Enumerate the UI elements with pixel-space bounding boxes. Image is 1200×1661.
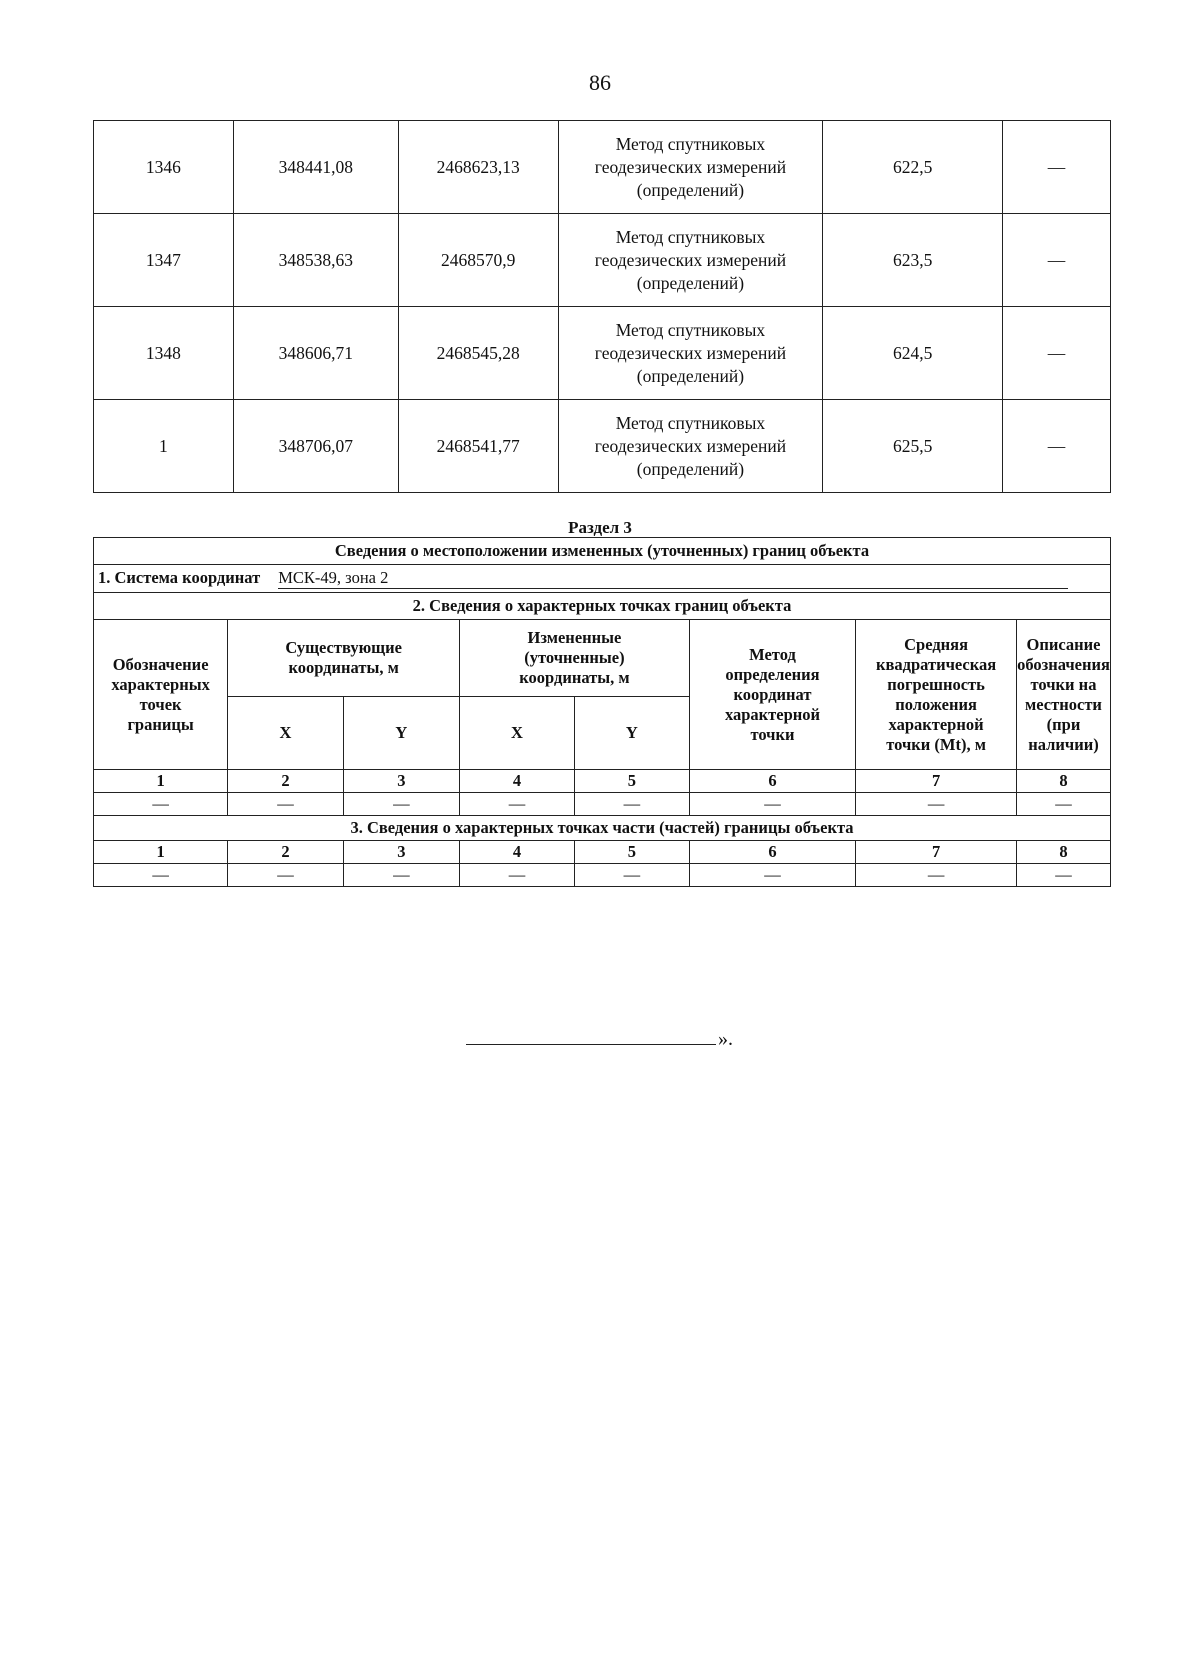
col-changed-y: Y [574, 697, 689, 770]
empty-cell: — [228, 793, 343, 816]
column-number: 3 [343, 841, 459, 864]
text-line: геодезических измерений [594, 156, 787, 177]
col-existing-x: X [228, 697, 343, 770]
coord-system-row [94, 565, 1111, 593]
accuracy: 625,5 [823, 400, 1003, 493]
column-number: 2 [228, 841, 343, 864]
text-line: геодезических измерений [594, 249, 787, 270]
column-number: 8 [1017, 770, 1111, 793]
text-line: определения [725, 664, 820, 684]
empty-cell: — [689, 864, 855, 887]
text-line: Обозначение [112, 654, 209, 674]
text-line: обозначения [1017, 654, 1110, 674]
text-line: точки [750, 724, 795, 744]
section3-table [93, 537, 1111, 887]
col-point-designation [94, 620, 228, 770]
col-existing-y: Y [343, 697, 459, 770]
text-line: точек [139, 694, 182, 714]
coordinate-row [94, 214, 1111, 307]
text-line: погрешность [887, 674, 985, 694]
col-existing-coords [228, 620, 460, 697]
column-numbers-row [94, 770, 1111, 793]
column-number: 4 [460, 770, 575, 793]
column-number: 2 [228, 770, 343, 793]
empty-cell: — [574, 864, 689, 887]
empty-cell: — [1017, 793, 1111, 816]
column-number: 1 [94, 770, 228, 793]
column-number: 6 [689, 770, 855, 793]
subsection3-title: 3. Сведения о характерных точках части (частей) границы объекта [94, 816, 1111, 841]
text-line: Описание [1026, 634, 1101, 654]
text-line: (при [1046, 714, 1081, 734]
text-line: характерной [724, 704, 821, 724]
text-line: геодезических измерений [594, 342, 787, 363]
y-coordinate: 2468570,9 [398, 214, 558, 307]
text-line: (определений) [636, 458, 745, 479]
text-line: Средняя [904, 634, 969, 654]
accuracy: 624,5 [823, 307, 1003, 400]
coordinate-row [94, 307, 1111, 400]
empty-cell: — [856, 793, 1017, 816]
empty-cell: — [343, 793, 459, 816]
column-number: 5 [574, 841, 689, 864]
closing-mark [466, 1028, 733, 1051]
point-number: 1348 [94, 307, 234, 400]
empty-cell: — [856, 864, 1017, 887]
description: — [1003, 307, 1111, 400]
col-changed-x: X [460, 697, 575, 770]
point-number: 1346 [94, 121, 234, 214]
text-line: Измененные [527, 628, 622, 647]
method [558, 214, 823, 307]
method [558, 121, 823, 214]
section-title: Раздел 3 [568, 518, 632, 537]
text-line: (определений) [636, 365, 745, 386]
column-number: 6 [689, 841, 855, 864]
text-line: характерной [888, 714, 984, 734]
column-number: 5 [574, 770, 689, 793]
section-header: Сведения о местоположении измененных (уточненных) границ объекта [94, 538, 1111, 565]
empty-cell: — [228, 864, 343, 887]
coordinate-row [94, 400, 1111, 493]
column-number: 3 [343, 770, 459, 793]
description: — [1003, 400, 1111, 493]
column-number: 7 [856, 770, 1017, 793]
text-line: (определений) [636, 272, 745, 293]
coord-system-value: МСК-49, зона 2 [278, 568, 1068, 589]
empty-cell: — [460, 864, 575, 887]
empty-cell: — [94, 793, 228, 816]
coord-system-label: 1. Система координат [98, 568, 261, 587]
text-line: местности [1025, 694, 1102, 714]
empty-cell: — [689, 793, 855, 816]
text-line: (уточненные) [524, 648, 625, 667]
column-numbers-row [94, 841, 1111, 864]
accuracy: 623,5 [823, 214, 1003, 307]
text-line: квадратическая [875, 654, 997, 674]
x-coordinate: 348706,07 [233, 400, 398, 493]
text-line: Существующие [285, 638, 402, 657]
empty-cell: — [460, 793, 575, 816]
y-coordinate: 2468623,13 [398, 121, 558, 214]
text-line: координаты, м [519, 668, 630, 687]
empty-cell: — [343, 864, 459, 887]
top-coordinates-table [93, 120, 1111, 493]
column-number: 8 [1017, 841, 1111, 864]
text-line: Метод спутниковых [615, 133, 766, 154]
column-number: 7 [856, 841, 1017, 864]
x-coordinate: 348538,63 [233, 214, 398, 307]
point-number: 1 [94, 400, 234, 493]
column-number: 1 [94, 841, 228, 864]
accuracy: 622,5 [823, 121, 1003, 214]
point-number: 1347 [94, 214, 234, 307]
empty-row [94, 864, 1111, 887]
text-line: (определений) [636, 179, 745, 200]
description: — [1003, 121, 1111, 214]
empty-cell: — [1017, 864, 1111, 887]
page-number: 86 [589, 70, 611, 95]
text-line: координат [733, 684, 812, 704]
empty-cell: — [94, 864, 228, 887]
text-line: геодезических измерений [594, 435, 787, 456]
text-line: координаты, м [288, 658, 399, 677]
col-description [1017, 620, 1111, 770]
text-line: характерных [111, 674, 210, 694]
empty-cell: — [574, 793, 689, 816]
text-line: наличии) [1028, 734, 1099, 754]
col-accuracy [856, 620, 1017, 770]
text-line: границы [127, 714, 194, 734]
text-line: точки (Mt), м [886, 734, 986, 754]
text-line: точки на [1030, 674, 1097, 694]
col-changed-coords [460, 620, 690, 697]
y-coordinate: 2468545,28 [398, 307, 558, 400]
coordinate-row [94, 121, 1111, 214]
method [558, 400, 823, 493]
blank-line [466, 1044, 716, 1045]
column-number: 4 [460, 841, 575, 864]
empty-row [94, 793, 1111, 816]
text-line: Метод спутниковых [615, 319, 766, 340]
text-line: Метод [749, 644, 796, 664]
subsection2-title: 2. Сведения о характерных точках границ объекта [94, 593, 1111, 620]
col-method [689, 620, 855, 770]
description: — [1003, 214, 1111, 307]
y-coordinate: 2468541,77 [398, 400, 558, 493]
text-line: Метод спутниковых [615, 412, 766, 433]
x-coordinate: 348606,71 [233, 307, 398, 400]
x-coordinate: 348441,08 [233, 121, 398, 214]
method [558, 307, 823, 400]
closing-quote: ». [718, 1028, 733, 1050]
text-line: Метод спутниковых [615, 226, 766, 247]
text-line: положения [895, 694, 977, 714]
